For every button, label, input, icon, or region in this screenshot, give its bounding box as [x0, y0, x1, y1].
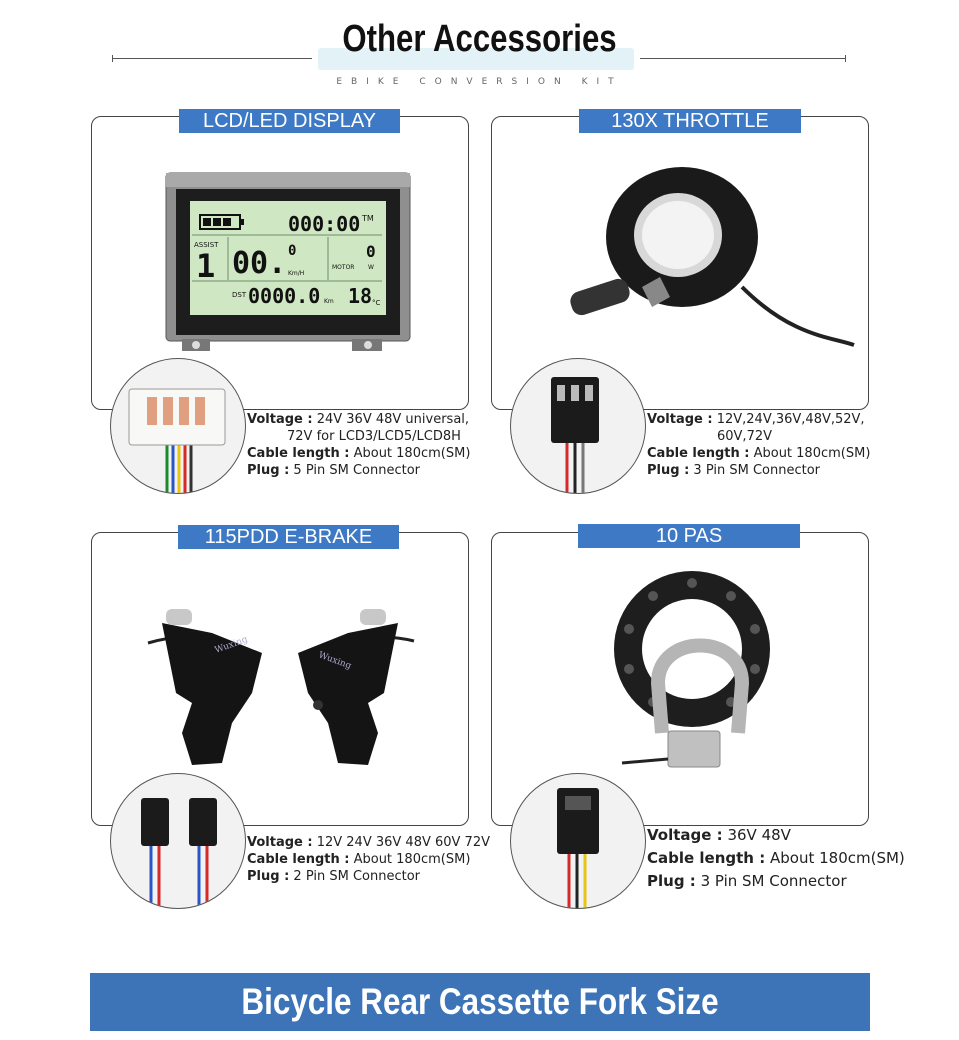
spec-e-brake — [247, 834, 507, 885]
spec-throttle — [647, 411, 887, 479]
cable-length-label: Cable length : — [647, 446, 750, 461]
plug-label: Plug : — [247, 869, 290, 884]
lcd-distance-unit: Km — [324, 298, 334, 305]
lcd-time: 000:00 — [288, 212, 361, 236]
page-title: Other Accessories — [342, 18, 617, 60]
lcd-temperature: 18 — [348, 284, 373, 308]
cable-length-value: About 180cm(SM) — [753, 446, 871, 461]
voltage-value: 24V 36V 48V universal, — [316, 412, 470, 427]
cable-length-value: About 180cm(SM) — [353, 446, 471, 461]
cable-length-label: Cable length : — [247, 446, 350, 461]
voltage-value: 12V 24V 36V 48V 60V 72V — [316, 835, 490, 850]
lcd-temperature-unit: °C — [372, 299, 381, 307]
voltage-label: Voltage : — [647, 412, 713, 427]
spec-pas — [647, 824, 937, 893]
brand-right: Wuxing — [316, 650, 353, 672]
connector-3-pin-image — [510, 358, 646, 494]
lcd-tm: TM — [362, 214, 374, 223]
connector-2-pin-image — [110, 773, 246, 909]
tag-pas: 10 PAS — [578, 524, 800, 548]
lcd-motor-label: MOTOR — [332, 264, 355, 271]
voltage-label: Voltage : — [647, 826, 723, 844]
voltage-value: 12V,24V,36V,48V,52V, — [716, 412, 865, 427]
lcd-motor-value: 0 — [366, 242, 376, 261]
plug-label: Plug : — [647, 463, 690, 478]
cable-length-label: Cable length : — [647, 849, 766, 867]
tag-e-brake: 115PDD E-BRAKE — [178, 525, 399, 549]
spec-lcd-display — [247, 411, 487, 479]
voltage-value-2: 72V for LCD3/LCD5/LCD8H — [287, 429, 461, 444]
connector-5-pin-image — [110, 358, 246, 494]
lcd-distance: 0000.0 — [248, 284, 321, 308]
voltage-label: Voltage : — [247, 835, 313, 850]
plug-value: 3 Pin SM Connector — [700, 872, 847, 890]
connector-pas-image — [510, 773, 646, 909]
tag-lcd-display: LCD/LED DISPLAY — [179, 109, 400, 133]
bottom-banner — [90, 973, 870, 1031]
lcd-dst-label: DST — [232, 291, 247, 299]
tag-throttle: 130X THROTTLE — [579, 109, 801, 133]
plug-label: Plug : — [647, 872, 696, 890]
plug-label: Plug : — [247, 463, 290, 478]
page-subtitle: EBIKE CONVERSION KIT — [336, 77, 623, 87]
voltage-value-2: 60V,72V — [717, 429, 773, 444]
plug-value: 5 Pin SM Connector — [293, 463, 421, 478]
voltage-value: 36V 48V — [727, 826, 791, 844]
lcd-motor-unit: W — [368, 264, 374, 271]
lcd-speed: 00. — [232, 246, 287, 281]
brand-left: Wuxing — [213, 634, 250, 656]
cable-length-label: Cable length : — [247, 852, 350, 867]
plug-value: 2 Pin SM Connector — [293, 869, 421, 884]
lcd-speed-decimal: 0 — [288, 243, 297, 259]
lcd-assist-label: ASSIST — [194, 241, 219, 249]
cable-length-value: About 180cm(SM) — [770, 849, 905, 867]
voltage-label: Voltage : — [247, 412, 313, 427]
plug-value: 3 Pin SM Connector — [693, 463, 821, 478]
cable-length-value: About 180cm(SM) — [353, 852, 471, 867]
bottom-banner-text: Bicycle Rear Cassette Fork Size — [241, 981, 719, 1022]
lcd-speed-unit: Km/H — [288, 270, 305, 277]
lcd-assist-level: 1 — [196, 247, 216, 285]
